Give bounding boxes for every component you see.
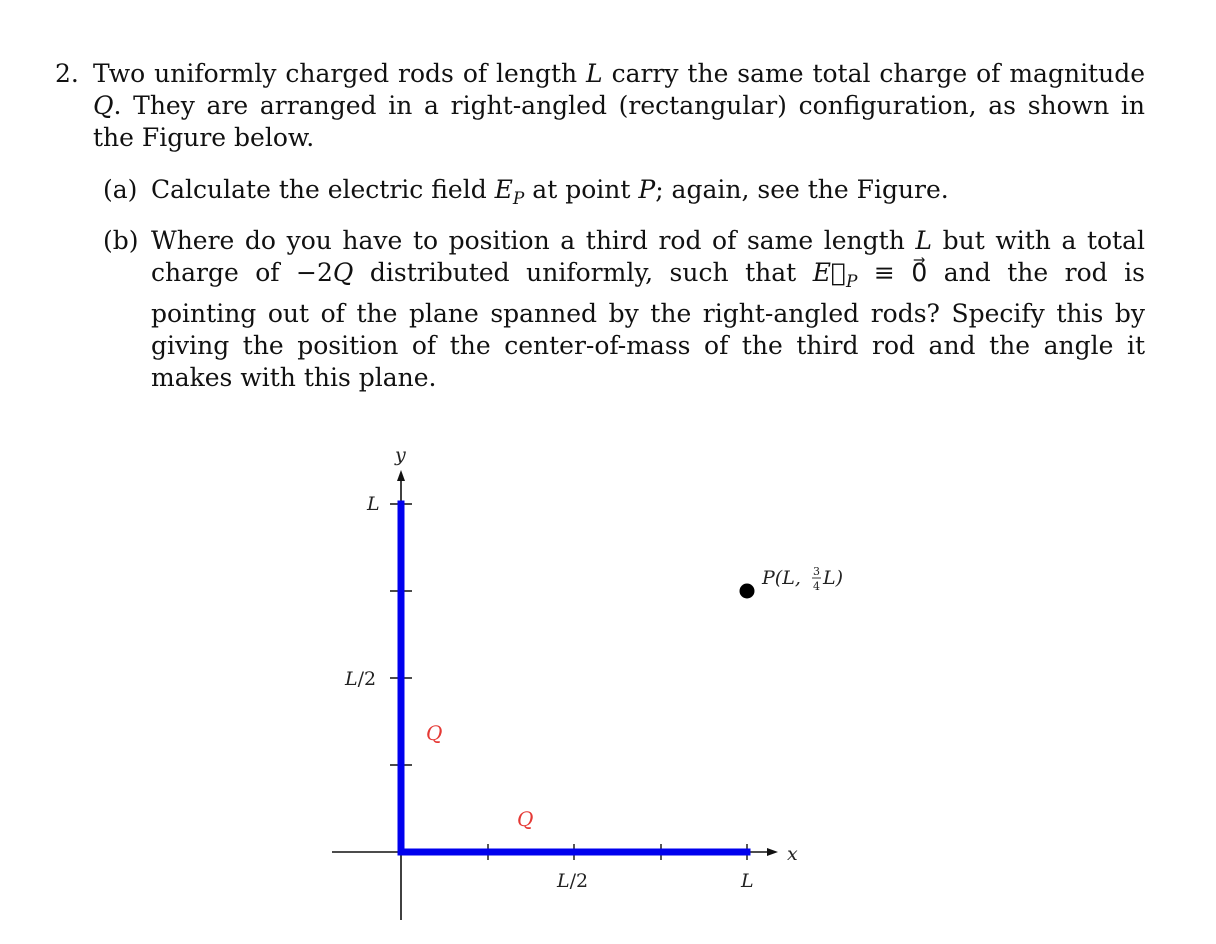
- point-P-label-suffix: L): [823, 567, 844, 589]
- horizontal-rod-charge-label: Q: [517, 807, 534, 831]
- x-tick-label-half-den: /2: [569, 870, 589, 892]
- point-P-dot: [740, 584, 755, 599]
- part-b-label: (b): [103, 226, 139, 255]
- y-tick-label-half: [344, 668, 376, 690]
- x-tick-label-L: L: [741, 870, 754, 892]
- part-b-text: Where do you have to position a third rod of same length L but with a total charge of −2Q distributed uniformly, such that $E⃗_P$ ≡ 0⃗ and the rod is pointing out of the plane spanned by the right-angled rods? Specify this by giving the position of the center-of-mass of the third rod and the angle it makes with this plane.: [151, 226, 1145, 392]
- y-axis-arrow-icon: [397, 470, 405, 481]
- point-P-frac-den: 4: [813, 580, 820, 593]
- x-tick-label-half: [556, 870, 588, 892]
- part-a-text: Calculate the electric field $E_P$ at point P; again, see the Figure.: [151, 175, 949, 209]
- x-tick-label-half-L: L: [557, 870, 570, 892]
- y-tick-label-L: L: [367, 493, 380, 515]
- problem-statement: Two uniformly charged rods of length L carry the same total charge of magnitude Q. They are arranged in a right-angled (rectangular) configuration, as shown in the Figure below.: [93, 59, 1146, 152]
- x-axis-label: x: [787, 843, 798, 865]
- part-a-label: (a): [103, 175, 138, 204]
- point-P-label-prefix: P(L,: [762, 567, 801, 589]
- x-axis-arrow-icon: [767, 848, 778, 856]
- problem-number: 2.: [55, 59, 79, 88]
- point-P-label: [761, 567, 801, 589]
- y-tick-label-half-den: /2: [357, 668, 377, 690]
- y-axis-label: y: [395, 444, 406, 466]
- y-tick-label-half-L: L: [345, 668, 358, 690]
- point-P-frac-num: 3: [813, 565, 820, 578]
- vertical-rod-charge-label: Q: [426, 721, 443, 745]
